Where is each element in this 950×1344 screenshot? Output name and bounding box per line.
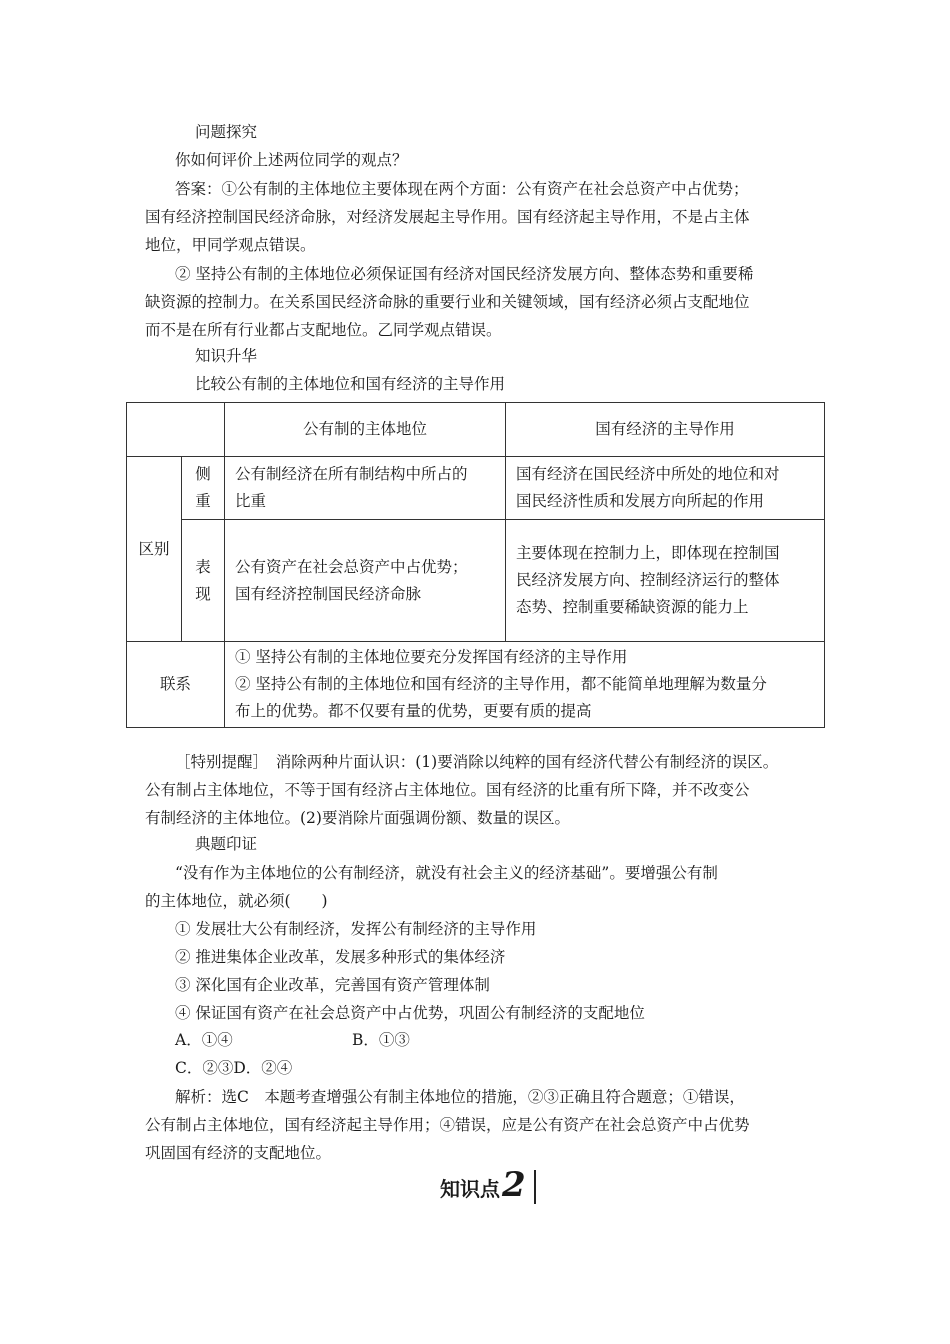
show-label-char: 表 xyxy=(195,557,211,576)
show-state-cell xyxy=(506,520,825,642)
table-row-focus xyxy=(127,457,825,520)
cell-line: 国民经济性质和发展方向所起的作用 xyxy=(516,492,765,510)
focus-label xyxy=(182,457,225,520)
heading-divider xyxy=(534,1170,536,1204)
table-corner-cell xyxy=(127,403,225,457)
cell-line: 国有经济控制国民经济命脉 xyxy=(235,584,422,603)
choice-item: ② 推进集体企业改革，发展多种形式的集体经济 xyxy=(175,948,506,966)
knowledge-point-label: 知识点 xyxy=(440,1177,500,1201)
comparison-table xyxy=(126,402,825,728)
analysis-line: 公有制占主体地位，国有经济起主导作用；④错误，应是公有资产在社会总资产中占优势 xyxy=(145,1116,750,1134)
cell-line: 布上的优势。都不仅要有量的优势，更要有质的提高 xyxy=(235,702,592,720)
focus-label-char: 侧 xyxy=(195,465,211,483)
table-title: 比较公有制的主体地位和国有经济的主导作用 xyxy=(195,375,506,393)
cell-line: ① 坚持公有制的主体地位要充分发挥国有经济的主导作用 xyxy=(235,648,628,666)
section-heading-problem: 问题探究 xyxy=(195,123,258,141)
reminder-line: 有制经济的主体地位。(2)要消除片面强调份额、数量的误区。 xyxy=(145,809,570,827)
table-row-show xyxy=(127,520,825,642)
header-public-ownership: 公有制的主体地位 xyxy=(225,403,506,457)
section-heading-knowledge: 知识升华 xyxy=(195,347,258,365)
cell-line: 公有资产在社会总资产中占优势； xyxy=(235,557,468,576)
answer-line: ② 坚持公有制的主体地位必须保证国有经济对国民经济发展方向、整体态势和重要稀 xyxy=(175,265,754,283)
cell-line: 国有经济在国民经济中所处的地位和对 xyxy=(516,465,780,483)
show-public-cell xyxy=(225,520,506,642)
answer-line: 答案：①公有制的主体地位主要体现在两个方面：公有资产在社会总资产中占优势； xyxy=(175,180,749,198)
cell-line: 公有制经济在所有制结构中所占的 xyxy=(235,465,468,483)
cell-line: 比重 xyxy=(235,492,267,510)
question-text: 你如何评价上述两位同学的观点？ xyxy=(175,151,408,169)
reminder-line: ［特别提醒］ 消除两种片面认识：(1)要消除以纯粹的国有经济代替公有制经济的误区。 xyxy=(175,753,779,771)
header-state-economy: 国有经济的主导作用 xyxy=(506,403,825,457)
analysis-line: 巩固国有经济的支配地位。 xyxy=(145,1144,332,1162)
analysis-line: 解析：选C 本题考查增强公有制主体地位的措施，②③正确且符合题意；①错误， xyxy=(175,1088,745,1106)
choice-item: ① 发展壮大公有制经济，发挥公有制经济的主导作用 xyxy=(175,920,537,938)
reminder-line: 公有制占主体地位，不等于国有经济占主体地位。国有经济的比重有所下降，并不改变公 xyxy=(145,781,750,799)
option-a: A．①④ xyxy=(175,1031,233,1049)
option-b: B．①③ xyxy=(352,1031,410,1049)
choice-item: ④ 保证国有资产在社会总资产中占优势，巩固公有制经济的支配地位 xyxy=(175,1004,645,1022)
show-label xyxy=(182,520,225,642)
option-c-d: C．②③D．②④ xyxy=(175,1059,293,1077)
question-stem-line: 的主体地位，就必须( ) xyxy=(145,892,328,910)
show-label-char: 现 xyxy=(195,584,211,603)
link-label: 联系 xyxy=(127,642,225,728)
answer-line: 而不是在所有行业都占支配地位。乙同学观点错误。 xyxy=(145,321,502,339)
diff-label: 区别 xyxy=(127,457,182,642)
table-header-row xyxy=(127,403,825,457)
focus-state-cell xyxy=(506,457,825,520)
focus-public-cell xyxy=(225,457,506,520)
cell-line: 主要体现在控制力上，即体现在控制国 xyxy=(516,544,780,562)
focus-label-char: 重 xyxy=(195,492,211,510)
knowledge-point-heading xyxy=(440,1165,536,1208)
section-heading-example: 典题印证 xyxy=(195,835,258,853)
answer-line: 地位，甲同学观点错误。 xyxy=(145,236,316,254)
cell-line: ② 坚持公有制的主体地位和国有经济的主导作用，都不能简单地理解为数量分 xyxy=(235,675,767,693)
knowledge-point-number: 2 xyxy=(502,1165,526,1205)
answer-line: 国有经济控制国民经济命脉，对经济发展起主导作用。国有经济起主导作用，不是占主体 xyxy=(145,208,750,226)
question-stem-line: “没有作为主体地位的公有制经济，就没有社会主义的经济基础”。要增强公有制 xyxy=(175,864,718,882)
cell-line: 态势、控制重要稀缺资源的能力上 xyxy=(516,598,749,616)
link-cell xyxy=(225,642,825,728)
choice-item: ③ 深化国有企业改革，完善国有资产管理体制 xyxy=(175,976,490,994)
cell-line: 民经济发展方向、控制经济运行的整体 xyxy=(516,571,780,589)
table-row-link xyxy=(127,642,825,728)
answer-line: 缺资源的控制力。在关系国民经济命脉的重要行业和关键领域，国有经济必须占支配地位 xyxy=(145,293,750,311)
